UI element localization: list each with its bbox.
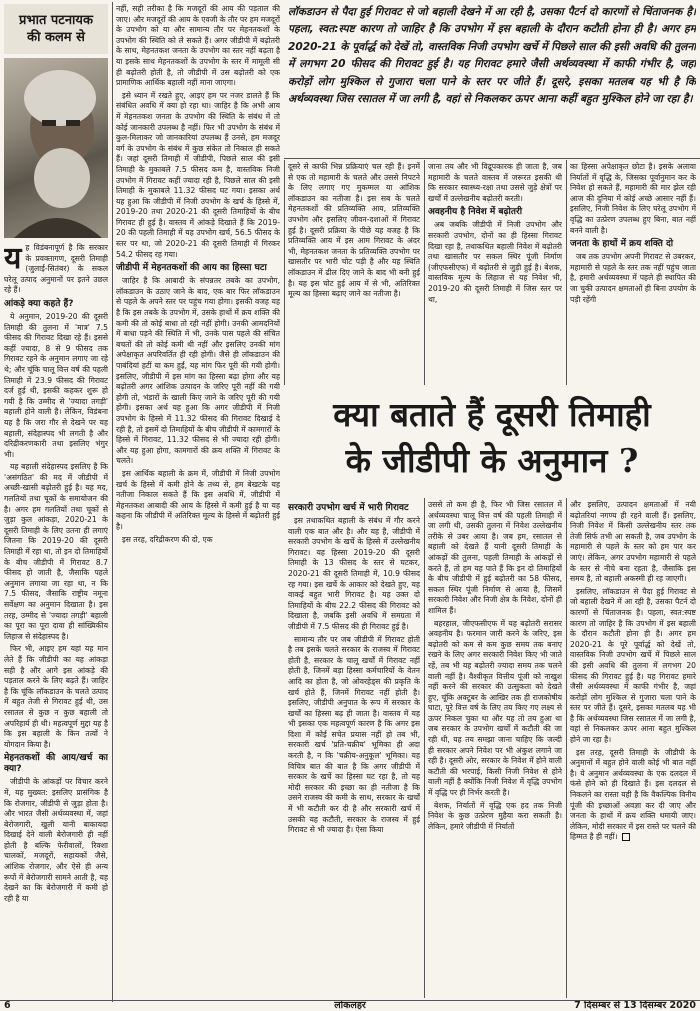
subheading: जनता के हाथों में क्रय शक्ति दो (570, 239, 674, 250)
paragraph: जब तक उपभोग अपनी गिरावट से उबरकर, महामारी से पहले के स्तर तक नहीं पहुंच जाता है, हमारी अर्थव्यवस्था में पहले ही स्थापित की जा चुकी उत्पादन क्षमताओं ही बिना उपयोग के पड़ी रहेंगी (570, 252, 696, 304)
subheading: आंकड़े क्या कहते हैं? (4, 298, 74, 309)
article-column-7 (428, 500, 562, 998)
column-rule (112, 2, 113, 1002)
paragraph: फिर भी, आइए हम यहां यह मान लेते हैं कि जीडीपी का यह आंकड़ा सही है और आगे इस आंकड़े की पड़ताल करने के लिए बढ़ते हैं। जाहिर है कि चूंकि लॉकडाउन के चलते उत्पाद में बहुत तेजी से गिरावट हुई थी, उस रसातल से कुछ न कुछ बहाली तो अपरिहार्य ही थी। महत्वपूर्ण मुद्दा यह है कि इस बहाली के किन तत्वों ने योगदान किया है। (4, 644, 108, 749)
paragraph: ये अनुमान, 2019-20 की दूसरी तिमाही की तुलना में 'मात्र' 7.5 फीसद की गिरावट दिखा रहे हैं। इससे कहीं ज्यादा, 8 से 9 फीसद तक गिरावट रहने के अनुमान लगाए जा रहे थे; और चूंकि चालू वित्त वर्ष की पहली तिमाही में 23.9 फीसद की गिरावट दर्ज हुई थी, इसकी कहकर शुरू हो गयी है कि उम्मीद से 'ज्यादा तगड़ी' बहाली होने वाली है। लेकिन, विडंबना यह है कि जरा गौर से देखने पर यह बहाली, संदेहास्पद भी लगती है और दरिद्रीकरणकारी तथा इसलिए भंगुर भी। (4, 311, 108, 459)
article-column-6 (288, 500, 420, 998)
paragraph: इस आर्थिक बहाली के क्रम में, जीडीपी में निजी उपभोग खर्च के हिस्से में कमी होने के तथ्य से, हम बेखटके यह नतीजा निकाल सकते हैं कि इस अवधि में, जीडीपी में मेहनतकश आबादी की आय के हिस्से में कमी हुई है या यह कहना कि जीडीपी में अतिरिक्त मूल्य के हिस्से में बढ़ोतरी हुई है। (116, 468, 280, 531)
article-headline (288, 392, 696, 492)
paragraph: इस तथाकथित बहाली के संबंध में गौर करने वाली एक बात और है। और यह है, जीडीपी में सरकारी उपभोग के खर्चे के हिस्से में उल्लेखनीय गिरावट। यह हिस्सा 2019-20 की दूसरी तिमाही के 13 फीसद के स्तर से घटकर, 2020-21 की दूसरी तिमाही में, 10.9 फीसद रह गया। इस खर्चे के आकार को देखते हुए, यह वाकई बहुत भारी गिरावट है। यह उक्त दो तिमाहियों के बीच 22.2 फीसद की गिरावट को दिखाता है, जबकि इसी अवधि में समग्रता में जीडीपी में 7.5 फीसद की ही गिरावट हुई है। (288, 516, 420, 631)
paragraph: नहीं, सही तरीका है कि मजदूरों की आय की पड़ताल की जाए। और मजदूरों की आय के एवजी के तौर पर हम मजदूरों के उपभोग को या और सामान्य तौर पर मेहनतकशों के उपभोग की स्थिति को ले सकते हैं। अगर जीडीपी में बढ़ोतरी के साथ, मेहनतकश जनता के उपभोग का स्तर नहीं बढ़ता है या इसके साथ मेहनतकशों के उपभोग के स्तर में मामूली सी ही बढ़ोतरी होती है, तो जीडीपी में उस बढ़ोतरी को एक प्रामाणिक आर्थिक बहाली नहीं माना जाएगा। (116, 4, 280, 88)
paragraph: जाना तय और भी विद्रूपकारक ही जाता है, जब महामारी के चलते वास्तव में जरूरत इसकी थी कि सरकार स्वास्थ्य-रक्षा तथा उससे जुड़े क्षेत्रों पर खर्चों में उल्लेखनीय बढ़ोतरी करती। (428, 162, 562, 203)
column-rule (424, 498, 425, 998)
article-column-4 (428, 162, 562, 384)
headline-line-2: के जीडीपी के अनुमान ? (345, 441, 639, 480)
subheading: अवहनीय है निवेश में बढ़ोतरी (428, 207, 523, 218)
paragraph: का हिस्सा अपेक्षाकृत छोटा है। इसके अलावा निर्यातों में वृद्धि के, जिसका पूर्वानुमान कर के निवेश हो सकते हैं, महामारी की मार झेल रही आज की दुनिया में कोई अच्छे आसार नहीं हैं। इसलिए, निजी निवेश के लिए घरेलू उपभोग में वृद्धि का उत्प्रेरण उपलब्ध हुए बिना, बात नहीं बनने वाली है। (570, 162, 696, 235)
subheading: सरकारी उपभोग खर्च में भारी गिरावट (288, 503, 409, 513)
article-column-2 (116, 4, 280, 998)
paragraph: सामान्य तौर पर जब जीडीपी में गिरावट होती है तब इसके चलते सरकार के राजस्व में गिरावट होती है, सरकार के चालू खर्चों में गिरावट नहीं होती है, जिनमें बड़ा हिस्सा कर्मचारियों के वेतन आदि का होता है, जो ओवरहेड्स की प्रकृति के खर्च होते हैं, जिनमें गिरावट नहीं होती है। इसलिए, जीडीपी अनुपात के रूप में सरकार के खर्चों का हिस्सा बढ़ ही जाता है। वास्तव में यह भी इसका एक महत्वपूर्ण कारण है कि अगर इस दिशा में कोई सचेत प्रयास नहीं हो तब भी, सरकारी खर्च 'प्रति-चक्रीय' भूमिका ही अदा करती है, न कि 'चक्रीय-अनुकूल' भूमिका। यह विचित्र बात की बात है कि अगर जीडीपी में सरकार के खर्चे का हिस्सा घट रहा है, तो यह मोदी सरकार की इच्छा का ही नतीजा है कि उसने राजस्व की कमी के साथ, सरकार के खर्चों में भी कटौती कर दी है और सरकारी खर्च में उसकी यह कटौती, सरकार के राजस्व में हुई गिरावट से भी ज्यादा है। ऐसा किया (288, 634, 420, 835)
paragraph: जाहिर है कि आबादी के संपन्नतर तबके का उपभोग, लॉकडाउन के उठाए जाने के बाद, एक बार फिर लॉकडाउन से पहले के अपने स्तर पर पहुंच गया होगा। इसकी वजह यह है कि इस तबके के उपभोग में, उसके हाथों में क्रय शक्ति की कमी की तो कोई बाधा तो रही नहीं होगी। उनकी आमदनियों में बाधा पड़ने की स्थिति में भी, उनके पास पहले की संचित बचतों की तो कोई कमी थी नहीं और इसलिए उनकी मांग अपेक्षाकृत अपरिवर्तित ही रही होगी। जैसे ही लॉकडाउन की पाबंदियां हटीं या कम हुईं, यह मांग फिर पूरी की गयी होगी। इसलिए, जीडीपी में इस मांग का हिस्सा बढ़ा होगा और यह बढ़ोतरी अगर आंशिक उत्पादन के जरिए पूरी नहीं की गयी होगी तो, भंडारों के खाली किए जाने के जरिए पूरी की गयी होगी। इसका अर्थ यह हुआ कि अगर जीडीपी में निजी उपभोग के हिस्से में 11.32 फीसद की गिरावट दिखाई दे रही है, तो इसमें दो तिमाहियों के बीच जीडीपी में कामगारों के हिस्से में गिरावट, 11.32 फीसद से भी ज्यादा रही होगी। और यह हुआ होगा, कामगारों की क्रय शक्ति में गिरावट के चलते। (116, 276, 280, 466)
paragraph: बेशक, निर्यातों में वृद्धि एक हद तक निजी निवेश के कुछ उत्प्रेरण मुहैया करा सकती है। लेकिन, हमारे जीडीपी में निर्यातों (428, 800, 562, 831)
drop-cap: य (4, 243, 22, 276)
article-column-5 (570, 162, 696, 384)
column-rule (566, 498, 567, 998)
article-column-1 (4, 243, 108, 998)
author-tagline: की कलम से (27, 30, 85, 45)
paragraph: यह बहाली संदेहास्पद इसलिए है कि 'असंगठित' की मद में जीडीपी में अच्छी-खासी बढ़ोतरी हुई है। यह मद, गलतियों तथा चूकों के समायोजन की है। अगर हम गलतियों तथा चूकों से जुड़ा कुल आंकड़ा, 2020-21 के दूसरी तिमाही के लिए उतना ही लगाएं जितना कि 2019-20 की दूसरी तिमाही में रहा था, तो इन दो तिमाहियों के बीच जीडीपी में गिरावट 8.7 फीसद हो जाती है, जैसाकि पहले अनुमान लगाया जा रहा था, न कि 7.5 फीसद, जैसाकि राष्ट्रीय नमूना सर्वेक्षण का अनुमान दिखाता है। इस तरह, उम्मीद से 'ज्यादा तगड़ी' बहाली का पूरा का पूरा दावा ही सांख्यिकीय लिहाज से संदेहास्पद है। (4, 462, 108, 641)
author-name: प्रभात पटनायक (19, 13, 93, 28)
article-intro: ह विडंबनापूर्ण है कि सरकार के प्रवक्तागण, दूसरी तिमाही (जुलाई-सितंबर) के सकल घरेलू उत्पाद अनुमानों पर इतने उछल रहे हैं। (4, 243, 108, 295)
pull-quote: लॉकडाउन से पैदा हुई गिरावट से जो बहाली देखने में आ रही है, उसका पैटर्न दो कारणों से चिंताजनक है। पहला, स्वत:स्पष्ट कारण तो जाहिर है कि उपभोग में इस बहाली के दौरान कटौती होना ही है। अगर हम 2020-21 के पूर्वार्द्ध को देखें तो, वास्तविक निजी उपभोग खर्चे में पिछले साल की इसी अवधि की तुलना में लगभग 20 फीसद की गिरावट हुई है। यह गिरावट हमारे जैसी अर्थव्यवस्था में काफी गंभीर है, जहां करोड़ों लोग मुश्किल से गुजारा चला पाने के स्तर पर जीते हैं। दूसरे, इसका मतलब यह भी है कि अर्थव्यवस्था जिस रसातल में जा लगी है, वहां से निकलकर ऊपर आना कहीं बहुत मुश्किल होने जा रहा है। (288, 6, 696, 106)
subheading: जीडीपी में मेहनतकशों की आय का हिस्सा घटा (116, 263, 267, 274)
paragraph: जीडीपी के आंकड़ों पर विचार करने में, यह मुख्यत: इसलिए प्रासंगिक है कि रोजगार, जीडीपी से जुड़ा होता है। और भारत जैसी अर्थव्यवस्था में, जहां बेरोजगारी, खुली यानी बाकायदा दिखाई देने वाली बेरोजगारी ही नहीं होती है बल्कि फेरीवालों, रिक्शा चालकों, मजदूरों, सहायकों जैसे, आंशिक रोजगार, और ऐसे ही अन्य रूपों में बेरोजगारी सामने आती है, यह देखने का कि बेरोजगारी में कमी हो रही है या (4, 777, 108, 903)
page-number: 6 (4, 1001, 11, 1011)
author-portrait-image (4, 58, 108, 238)
paragraph: इसे ध्यान में रखते हुए, आइए हम पर नजर डालते हैं कि संबंधित अवधि में क्या हो रहा था। जाहिर है कि अभी आय में मेहनतकश जनता के उपभोग की स्थिति के संबंध में तो कोई जानकारी उपलब्ध है नहीं। फिर भी उपभोग के संबंध में कुल-मिलाकर जो जानकारियां उपलब्ध हैं उनसे, हम मजदूर वर्ग के उपभोग के संबंध में कुछ संकेत तो निकाल ही सकते हैं। जहां दूसरी तिमाही में जीडीपी, पिछले साल की इसी तिमाही के मुकाबले 7.5 फीसद कम है, वास्तविक निजी उपभोग में गिरावट कहीं ज्यादा रही है, पिछले साल की इसी तिमाही के मुकाबले 11.32 फीसद घट गया। इसका अर्थ यह हुआ कि जीडीपी में निजी उपभोग के खर्च के हिस्से में, 2019-20 तथा 2020-21 की दूसरी तिमाहियों के बीच गिरावट ही हुई है। वास्तव में आंकड़े दिखाते हैं कि 2019-20 की पहली तिमाही में यह उपभोग खर्च, 56.5 फीसद के स्तर पर था, जो 2020-21 की दूसरी तिमाही में गिरकर 54.2 फीसद रह गया। (116, 90, 280, 259)
paragraph: इसलिए, लॉकडाउन से पैदा हुई गिरावट से जो बहाली देखने में आ रही है, उसका पैटर्न दो कारणों से चिंताजनक है। पहला, स्वत:स्पष्ट कारण तो जाहिर है कि उपभोग में इस बहाली के दौरान कटौती होना ही है। अगर हम 2020-21 के पूरे पूर्वार्द्ध को देखें तो, वास्तविक निजी उपभोग खर्चे में पिछले साल की इसी अवधि की तुलना में लगभग 20 फीसद की गिरावट हुई है। यह गिरावट हमारे जैसी अर्थव्यवस्था में काफी गंभीर है, जहां करोड़ों लोग मुश्किल से गुजारा चला पाने के स्तर पर जीते हैं। दूसरे, इसका मतलब यह भी है कि अर्थव्यवस्था जिस रसातल में जा लगी है, वहां से निकलकर ऊपर आना बहुत मुश्किल होने जा रहा है। (570, 586, 696, 745)
paragraph: और इसलिए, उत्पादन क्षमताओं में नयी बढ़ोतरियां नगण्य ही रहने वाली हैं। इसलिए, निजी निवेश में किसी उल्लेखनीय स्तर तक तेजी सिर्फ तभी आ सकती है, जब उपभोग के महामारी से पहले के स्तर को हम पार कर जाएं। लेकिन, अगर उपभोग महामारी से पहले के स्तर से नीचे बना रहता है, जैसाकि इस समय है, तो बहाली अकस्मी ही रह जाएगी। (570, 500, 696, 584)
paragraph: उससे तो कम ही है, फिर भी जिस रसातल में अर्थव्यवस्था चालू वित्त वर्ष की पहली तिमाही में जा लगी थी, उसकी तुलना में निवेश उल्लेखनीय तरीके से उबर आया है। जब हम, रसातल से बहाली को देखते हैं यानी दूसरी तिमाही के आंकड़ों की तुलना, पहली तिमाही के आंकड़ों से करते हैं, तो हम यह पाते हैं कि इन दो तिमाहियों के बीच जीडीपी में हुई बढ़ोतरी का 58 फीसद, सकल स्थिर पूंजी निर्माण से आया है, जिसमें सरकारी निवेश और निजी क्षेत्र के निवेश, दोनों ही शामिल हैं। (428, 500, 562, 615)
author-byline (4, 4, 108, 54)
column-rule (566, 160, 567, 385)
paragraph: बहरहाल, जीएफसीएफ में यह बढ़ोतरी सरासर अवहनीय है। फरमान जारी करने के जरिए, इस बढ़ोतरी को कम से कम कुछ समय तक बनाए रखने के लिए अगर सरकारी निवेश किए भी जाते रहें, तब भी यह बढ़ोतरी ज्यादा समय तक चलने वाली नहीं है। वैश्वीकृत वित्तीय पूंजी को नाखुश नहीं करने की सरकार की उत्सुकता को देखते हुए, चूंकि अक्टूबर के आखिर तक ही राजकोषीय घाटा, पूरे वित्त वर्ष के लिए तय किए गए लक्ष्य से ऊपर निकल चुका था और यह तो तय हुआ था जब सरकार के उपभोग खर्चों में कटौती की जा रही थी, यह तय समझा जाना चाहिए कि जल्दी ही सरकार अपने निवेश पर भी अंकुश लगाने जा रही है। दूसरी ओर, सरकार के निवेश में होने वाली कटौती की भरपाई, किसी निजी निवेश से होने वाली नहीं है क्योंकि निजी निवेश में वृद्धि उपभोग में वृद्धि पर ही निर्भर करती है। (428, 618, 562, 798)
article-column-3 (288, 162, 420, 384)
author-photo (4, 58, 108, 238)
publication-name: लोकलहर (334, 1001, 366, 1011)
paragraph: इस तरह, दूसरी तिमाही के जीडीपी के अनुमानों में बहुत होने वाली कोई भी बात नहीं है। ये अनुमान अर्थव्यवस्था के एक दलदल में फंसे होने को ही दिखाते हैं। इस दलदल से निकलने का रास्ता यही है कि वैकल्पिक विनीय पूंजी की इच्छाओं अवज्ञा कर दी जाए और जनता के हाथों में क्रय शक्ति थमायी जाए। लेकिन, मोदी सरकार में इस रास्ते पर चलने की हिम्मत है ही नहीं। (570, 747, 696, 842)
column-rule (284, 160, 285, 385)
headline-line-1: क्या बताते हैं दूसरी तिमाही (333, 395, 651, 434)
subheading: मेहनतकशों की आय/खर्च का क्या? (4, 753, 108, 775)
paragraph: इस तरह, दरिद्रीकरण की दो, एक (122, 534, 213, 544)
section-rule (284, 158, 700, 159)
column-rule (424, 160, 425, 385)
issue-date: 7 दिसम्बर से 13 दिसम्बर 2020 (574, 1001, 696, 1011)
end-mark-icon (622, 833, 630, 841)
article-column-8 (570, 500, 696, 998)
paragraph: दूसरे से काफी भिन्न प्रक्रियाएं चल रही हैं। इनमें से एक तो महामारी के चलते और उससे निपटने के लिए लगाए गए मुकम्मल या आंशिक लॉकडाउन का नतीजा है। इस सब के चलते मेहनतकशों की प्रतिव्यक्ति आय, प्रतिव्यक्ति उपभोग और इसलिए जीवन-दशाओं में गिरावट हुई है। दूसरी प्रक्रिया के पीछे यह वजह है कि प्रतिव्यक्ति आय में इस आम गिरावट के अंदर भी, मेहनतकश जनता के प्रतिव्यक्ति उपभोग पर खासतौर पर भारी चोट पड़ी है और यह स्थिति लॉकडाउन में ढील दिए जाने के बाद भी बनी हुई है। यह इस चोट हुई आय में से भी, अतिरिक्त मूल्य का हिस्सा बढ़ाए जाने का नतीजा है। (288, 162, 420, 299)
paragraph: अब जबकि जीडीपी में निजी उपभोग और सरकारी उपभोग, दोनों का ही हिस्सा गिरावट दिखा रहा है, तथाकथित बहाली निवेश में बढ़ोतरी तथा खासतौर पर सकल स्थिर पूंजी निर्माण (जीएफसीएफ) में बढ़ोतरी से जुड़ी हुई है। बेशक, वास्तविक मूल्य के लिहाज से यह निवेश भी, 2019-20 की दूसरी तिमाही में जिस स्तर पर था, (428, 220, 562, 304)
